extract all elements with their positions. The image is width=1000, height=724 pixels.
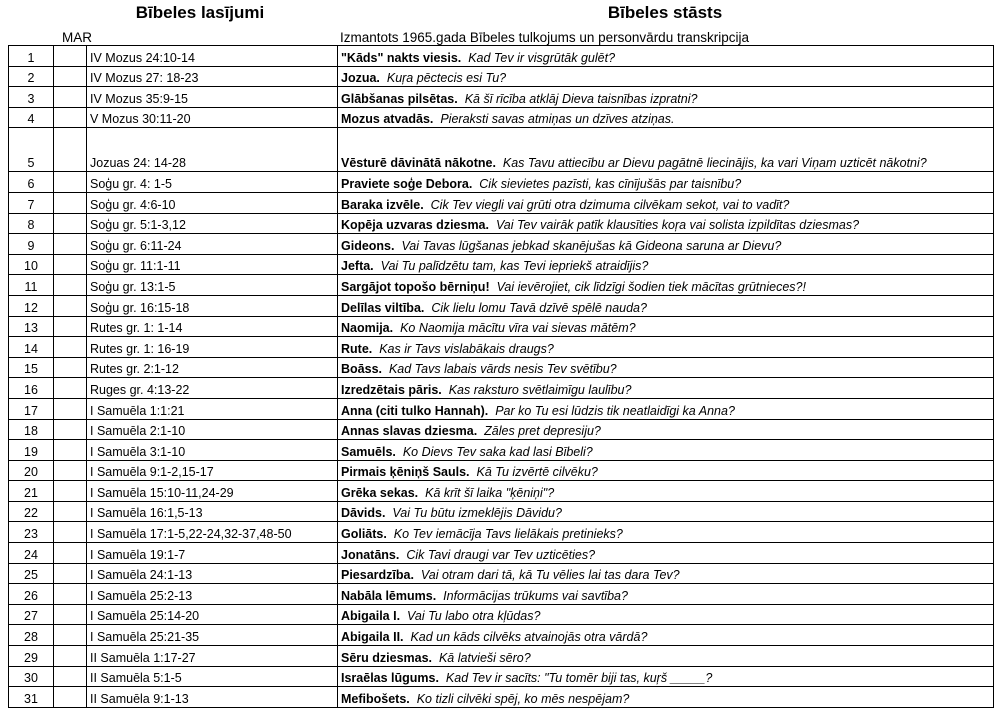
- mar-cell: [54, 584, 87, 605]
- story-title: Naomija.: [341, 321, 394, 336]
- reading-reference: V Mozus 30:11-20: [87, 107, 338, 128]
- mar-cell: [54, 172, 87, 193]
- reading-reference: Soģu gr. 11:1-11: [87, 254, 338, 275]
- story-question: Ko Naomija mācītu vīra vai sievas mātēm?: [400, 321, 636, 336]
- row-number: 20: [9, 460, 54, 481]
- story-title: Glābšanas pilsētas.: [341, 91, 458, 106]
- row-number: 29: [9, 646, 54, 667]
- story-title: Izredzētais pāris.: [341, 382, 442, 397]
- table-row: [9, 213, 994, 234]
- row-number: 23: [9, 522, 54, 543]
- story-cell: [338, 563, 994, 584]
- story-title: Pirmais ķēniņš Sauls.: [341, 465, 470, 480]
- row-number: 11: [9, 275, 54, 296]
- story-question: Kā Tu izvērtē cilvēku?: [476, 465, 598, 480]
- reading-reference: I Samuēla 1:1:21: [87, 398, 338, 419]
- story-title: Mefibošets.: [341, 691, 410, 706]
- row-number: 22: [9, 501, 54, 522]
- row-number: 30: [9, 666, 54, 687]
- story-cell: [338, 460, 994, 481]
- mar-cell: [54, 501, 87, 522]
- reading-reference: Rutes gr. 1: 16-19: [87, 337, 338, 358]
- mar-cell: [54, 398, 87, 419]
- reading-reference: IV Mozus 24:10-14: [87, 46, 338, 67]
- story-title: Annas slavas dziesma.: [341, 424, 478, 439]
- reading-reference: I Samuēla 3:1-10: [87, 440, 338, 461]
- story-cell: [338, 192, 994, 213]
- story-question: Pieraksti savas atmiņas un dzīves atziņas.: [440, 112, 675, 127]
- story-cell: [338, 234, 994, 255]
- story-cell: [338, 295, 994, 316]
- story-question: Cik sievietes pazīsti, kas cīnījušās par taisnību?: [479, 176, 742, 191]
- story-cell: [338, 337, 994, 358]
- table-row: [9, 501, 994, 522]
- story-question: Cik lielu lomu Tavā dzīvē spēlē nauda?: [431, 300, 647, 315]
- story-title: Israēlas lūgums.: [341, 671, 439, 686]
- translation-note: Izmantots 1965.gada Bībeles tulkojums un personvārdu transkripcija: [340, 30, 749, 45]
- mar-cell: [54, 46, 87, 67]
- reading-reference: I Samuēla 16:1,5-13: [87, 501, 338, 522]
- reading-reference: IV Mozus 35:9-15: [87, 87, 338, 108]
- mar-cell: [54, 625, 87, 646]
- table-row: [9, 316, 994, 337]
- story-question: Kuŗa pēctecis esi Tu?: [386, 71, 507, 86]
- story-question: Ko tizli cilvēki spēj, ko mēs nespējam?: [416, 691, 630, 706]
- story-question: Cik Tev viegli vai grūti otra dzimuma cilvēkam sekot, vai to vadīt?: [430, 197, 790, 212]
- story-question: Kā šī rīcība atklāj Dieva taisnības izpratni?: [464, 91, 698, 106]
- mar-cell: [54, 604, 87, 625]
- story-question: Kad Tev ir sacīts: "Tu tomēr biji tas, kuŗš _____?: [445, 671, 713, 686]
- story-cell: [338, 604, 994, 625]
- story-cell: [338, 107, 994, 128]
- story-title: Jonatāns.: [341, 547, 400, 562]
- story-title: Abigaila I.: [341, 609, 401, 624]
- table-row: [9, 460, 994, 481]
- reading-reference: I Samuēla 17:1-5,22-24,32-37,48-50: [87, 522, 338, 543]
- mar-cell: [54, 481, 87, 502]
- row-number: 14: [9, 337, 54, 358]
- story-question: Vai Tavas lūgšanas jebkad skanējušas kā Gideona saruna ar Dievu?: [401, 238, 782, 253]
- story-cell: [338, 646, 994, 667]
- reading-reference: Rutes gr. 1: 1-14: [87, 316, 338, 337]
- story-question: Cik Tavi draugi var Tev uzticēties?: [406, 547, 596, 562]
- mar-cell: [54, 316, 87, 337]
- row-number: 6: [9, 172, 54, 193]
- table-row: [9, 584, 994, 605]
- story-title: Jefta.: [341, 259, 374, 274]
- story-question: Vai Tu palīdzētu tam, kas Tevi iepriekš atraidījis?: [380, 259, 649, 274]
- mar-cell: [54, 440, 87, 461]
- story-title: Jozua.: [341, 71, 380, 86]
- story-title: Dāvids.: [341, 506, 386, 521]
- mar-column-label: MAR: [62, 30, 92, 45]
- table-row: [9, 66, 994, 87]
- row-number: 18: [9, 419, 54, 440]
- story-cell: [338, 625, 994, 646]
- row-number: 16: [9, 378, 54, 399]
- table-row: [9, 128, 994, 172]
- table-row: [9, 87, 994, 108]
- reading-reference: I Samuēla 25:14-20: [87, 604, 338, 625]
- story-title: Goliāts.: [341, 527, 387, 542]
- table-row: [9, 337, 994, 358]
- story-question: Vai Tu būtu izmeklējis Dāvidu?: [392, 506, 562, 521]
- story-title: Vēsturē dāvinātā nākotne.: [341, 156, 496, 171]
- story-question: Kad un kāds cilvēks atvainojās otra vārdā?: [410, 630, 648, 645]
- reading-reference: II Samuēla 9:1-13: [87, 687, 338, 708]
- story-title: Grēka sekas.: [341, 485, 419, 500]
- reading-reference: Jozuas 24: 14-28: [87, 128, 338, 172]
- reading-reference: Soģu gr. 6:11-24: [87, 234, 338, 255]
- table-row: [9, 234, 994, 255]
- story-question: Kas raksturo svētlaimīgu laulību?: [448, 382, 632, 397]
- story-question: Vai ievērojiet, cik līdzīgi šodien tiek mācītas grūtnieces?!: [496, 279, 806, 294]
- row-number: 12: [9, 295, 54, 316]
- mar-cell: [54, 666, 87, 687]
- reading-reference: Rutes gr. 2:1-12: [87, 357, 338, 378]
- story-heading: Bībeles stāsts: [607, 3, 723, 22]
- table-row: [9, 646, 994, 667]
- story-question: Kas Tavu attiecību ar Dievu pagātnē liecinājis, ka vari Viņam uzticēt nākotni?: [502, 156, 927, 171]
- mar-cell: [54, 378, 87, 399]
- story-cell: [338, 378, 994, 399]
- reading-reference: I Samuēla 19:1-7: [87, 543, 338, 564]
- reading-reference: I Samuēla 24:1-13: [87, 563, 338, 584]
- table-row: [9, 275, 994, 296]
- mar-cell: [54, 563, 87, 584]
- story-question: Kad Tavs labais vārds nesis Tev svētību?: [388, 362, 617, 377]
- mar-cell: [54, 522, 87, 543]
- story-cell: [338, 501, 994, 522]
- story-title: Gideons.: [341, 238, 395, 253]
- readings-heading: Bībeles lasījumi: [135, 3, 265, 22]
- story-title: Nabāla lēmums.: [341, 588, 437, 603]
- story-cell: [338, 687, 994, 708]
- story-cell: [338, 275, 994, 296]
- reading-reference: I Samuēla 2:1-10: [87, 419, 338, 440]
- mar-cell: [54, 419, 87, 440]
- story-title: Boāss.: [341, 362, 382, 377]
- row-number: 25: [9, 563, 54, 584]
- row-number: 26: [9, 584, 54, 605]
- row-number: 5: [9, 128, 54, 172]
- table-row: [9, 398, 994, 419]
- story-title: Praviete soģe Debora.: [341, 176, 473, 191]
- story-question: Informācijas trūkums vai savtība?: [443, 588, 628, 603]
- table-row: [9, 378, 994, 399]
- story-cell: [338, 66, 994, 87]
- story-title: Samuēls.: [341, 444, 396, 459]
- reading-reference: Soģu gr. 4:6-10: [87, 192, 338, 213]
- story-title: Rute.: [341, 341, 373, 356]
- story-cell: [338, 128, 994, 172]
- row-number: 9: [9, 234, 54, 255]
- row-number: 7: [9, 192, 54, 213]
- mar-cell: [54, 687, 87, 708]
- story-cell: [338, 87, 994, 108]
- story-question: Kad Tev ir visgrūtāk gulēt?: [468, 50, 616, 65]
- table-row: [9, 357, 994, 378]
- story-title: Sargājot topošo bērniņu!: [341, 279, 490, 294]
- mar-cell: [54, 192, 87, 213]
- row-number: 27: [9, 604, 54, 625]
- row-number: 17: [9, 398, 54, 419]
- mar-cell: [54, 295, 87, 316]
- row-number: 2: [9, 66, 54, 87]
- table-row: [9, 254, 994, 275]
- story-title: Sēru dziesmas.: [341, 650, 433, 665]
- table-row: [9, 419, 994, 440]
- row-number: 19: [9, 440, 54, 461]
- reading-reference: II Samuēla 5:1-5: [87, 666, 338, 687]
- story-cell: [338, 46, 994, 67]
- reading-reference: I Samuēla 25:2-13: [87, 584, 338, 605]
- story-cell: [338, 398, 994, 419]
- mar-cell: [54, 460, 87, 481]
- reading-reference: IV Mozus 27: 18-23: [87, 66, 338, 87]
- mar-cell: [54, 128, 87, 172]
- story-question: Vai otram dari tā, kā Tu vēlies lai tas dara Tev?: [420, 568, 680, 583]
- story-title: Mozus atvadās.: [341, 112, 434, 127]
- reading-reference: II Samuēla 1:17-27: [87, 646, 338, 667]
- table-row: [9, 522, 994, 543]
- story-question: Par ko Tu esi lūdzis tik neatlaidīgi ka Anna?: [495, 403, 735, 418]
- mar-cell: [54, 275, 87, 296]
- table-row: [9, 107, 994, 128]
- mar-cell: [54, 213, 87, 234]
- story-cell: [338, 316, 994, 337]
- story-question: Kā latvieši sēro?: [438, 650, 531, 665]
- story-question: Zāles pret depresiju?: [484, 424, 601, 439]
- mar-cell: [54, 543, 87, 564]
- story-cell: [338, 481, 994, 502]
- row-number: 15: [9, 357, 54, 378]
- story-title: Anna (citi tulko Hannah).: [341, 403, 489, 418]
- table-row: [9, 192, 994, 213]
- mar-cell: [54, 254, 87, 275]
- story-title: Abigaila II.: [341, 630, 404, 645]
- mar-cell: [54, 66, 87, 87]
- table-row: [9, 440, 994, 461]
- mar-cell: [54, 357, 87, 378]
- story-cell: [338, 666, 994, 687]
- readings-table: [8, 45, 994, 708]
- row-number: 3: [9, 87, 54, 108]
- table-row: [9, 666, 994, 687]
- row-number: 31: [9, 687, 54, 708]
- table-row: [9, 563, 994, 584]
- reading-reference: I Samuēla 15:10-11,24-29: [87, 481, 338, 502]
- row-number: 21: [9, 481, 54, 502]
- mar-cell: [54, 107, 87, 128]
- row-number: 1: [9, 46, 54, 67]
- reading-reference: I Samuēla 25:21-35: [87, 625, 338, 646]
- story-cell: [338, 440, 994, 461]
- story-title: Kopēja uzvaras dziesma.: [341, 218, 489, 233]
- table-row: [9, 687, 994, 708]
- story-question: Vai Tu labo otra kļūdas?: [407, 609, 541, 624]
- story-question: Kas ir Tavs vislabākais draugs?: [379, 341, 554, 356]
- story-cell: [338, 357, 994, 378]
- reading-reference: I Samuēla 9:1-2,15-17: [87, 460, 338, 481]
- row-number: 28: [9, 625, 54, 646]
- table-row: [9, 543, 994, 564]
- story-cell: [338, 543, 994, 564]
- story-question: Ko Dievs Tev saka kad lasi Bībeli?: [402, 444, 593, 459]
- reading-reference: Soģu gr. 16:15-18: [87, 295, 338, 316]
- story-cell: [338, 254, 994, 275]
- mar-cell: [54, 234, 87, 255]
- row-number: 10: [9, 254, 54, 275]
- reading-reference: Soģu gr. 4: 1-5: [87, 172, 338, 193]
- story-title: Baraka izvēle.: [341, 197, 424, 212]
- row-number: 24: [9, 543, 54, 564]
- story-question: Vai Tev vairāk patīk klausīties koŗa vai solista izpildītas dziesmas?: [495, 218, 860, 233]
- table-row: [9, 295, 994, 316]
- mar-cell: [54, 646, 87, 667]
- row-number: 8: [9, 213, 54, 234]
- story-title: "Kāds" nakts viesis.: [341, 50, 462, 65]
- story-cell: [338, 419, 994, 440]
- table-row: [9, 46, 994, 67]
- reading-reference: Soģu gr. 5:1-3,12: [87, 213, 338, 234]
- row-number: 13: [9, 316, 54, 337]
- story-cell: [338, 522, 994, 543]
- mar-cell: [54, 337, 87, 358]
- table-row: [9, 481, 994, 502]
- row-number: 4: [9, 107, 54, 128]
- table-row: [9, 625, 994, 646]
- reading-reference: Ruges gr. 4:13-22: [87, 378, 338, 399]
- story-title: Delīlas viltība.: [341, 300, 425, 315]
- story-cell: [338, 213, 994, 234]
- mar-cell: [54, 87, 87, 108]
- reading-reference: Soģu gr. 13:1-5: [87, 275, 338, 296]
- table-row: [9, 172, 994, 193]
- table-row: [9, 604, 994, 625]
- story-question: Ko Tev iemācīja Tavs lielākais pretinieks?: [393, 527, 623, 542]
- story-cell: [338, 172, 994, 193]
- story-title: Piesardzība.: [341, 568, 414, 583]
- story-question: Kā krīt šī laika "ķēniņi"?: [425, 485, 555, 500]
- story-cell: [338, 584, 994, 605]
